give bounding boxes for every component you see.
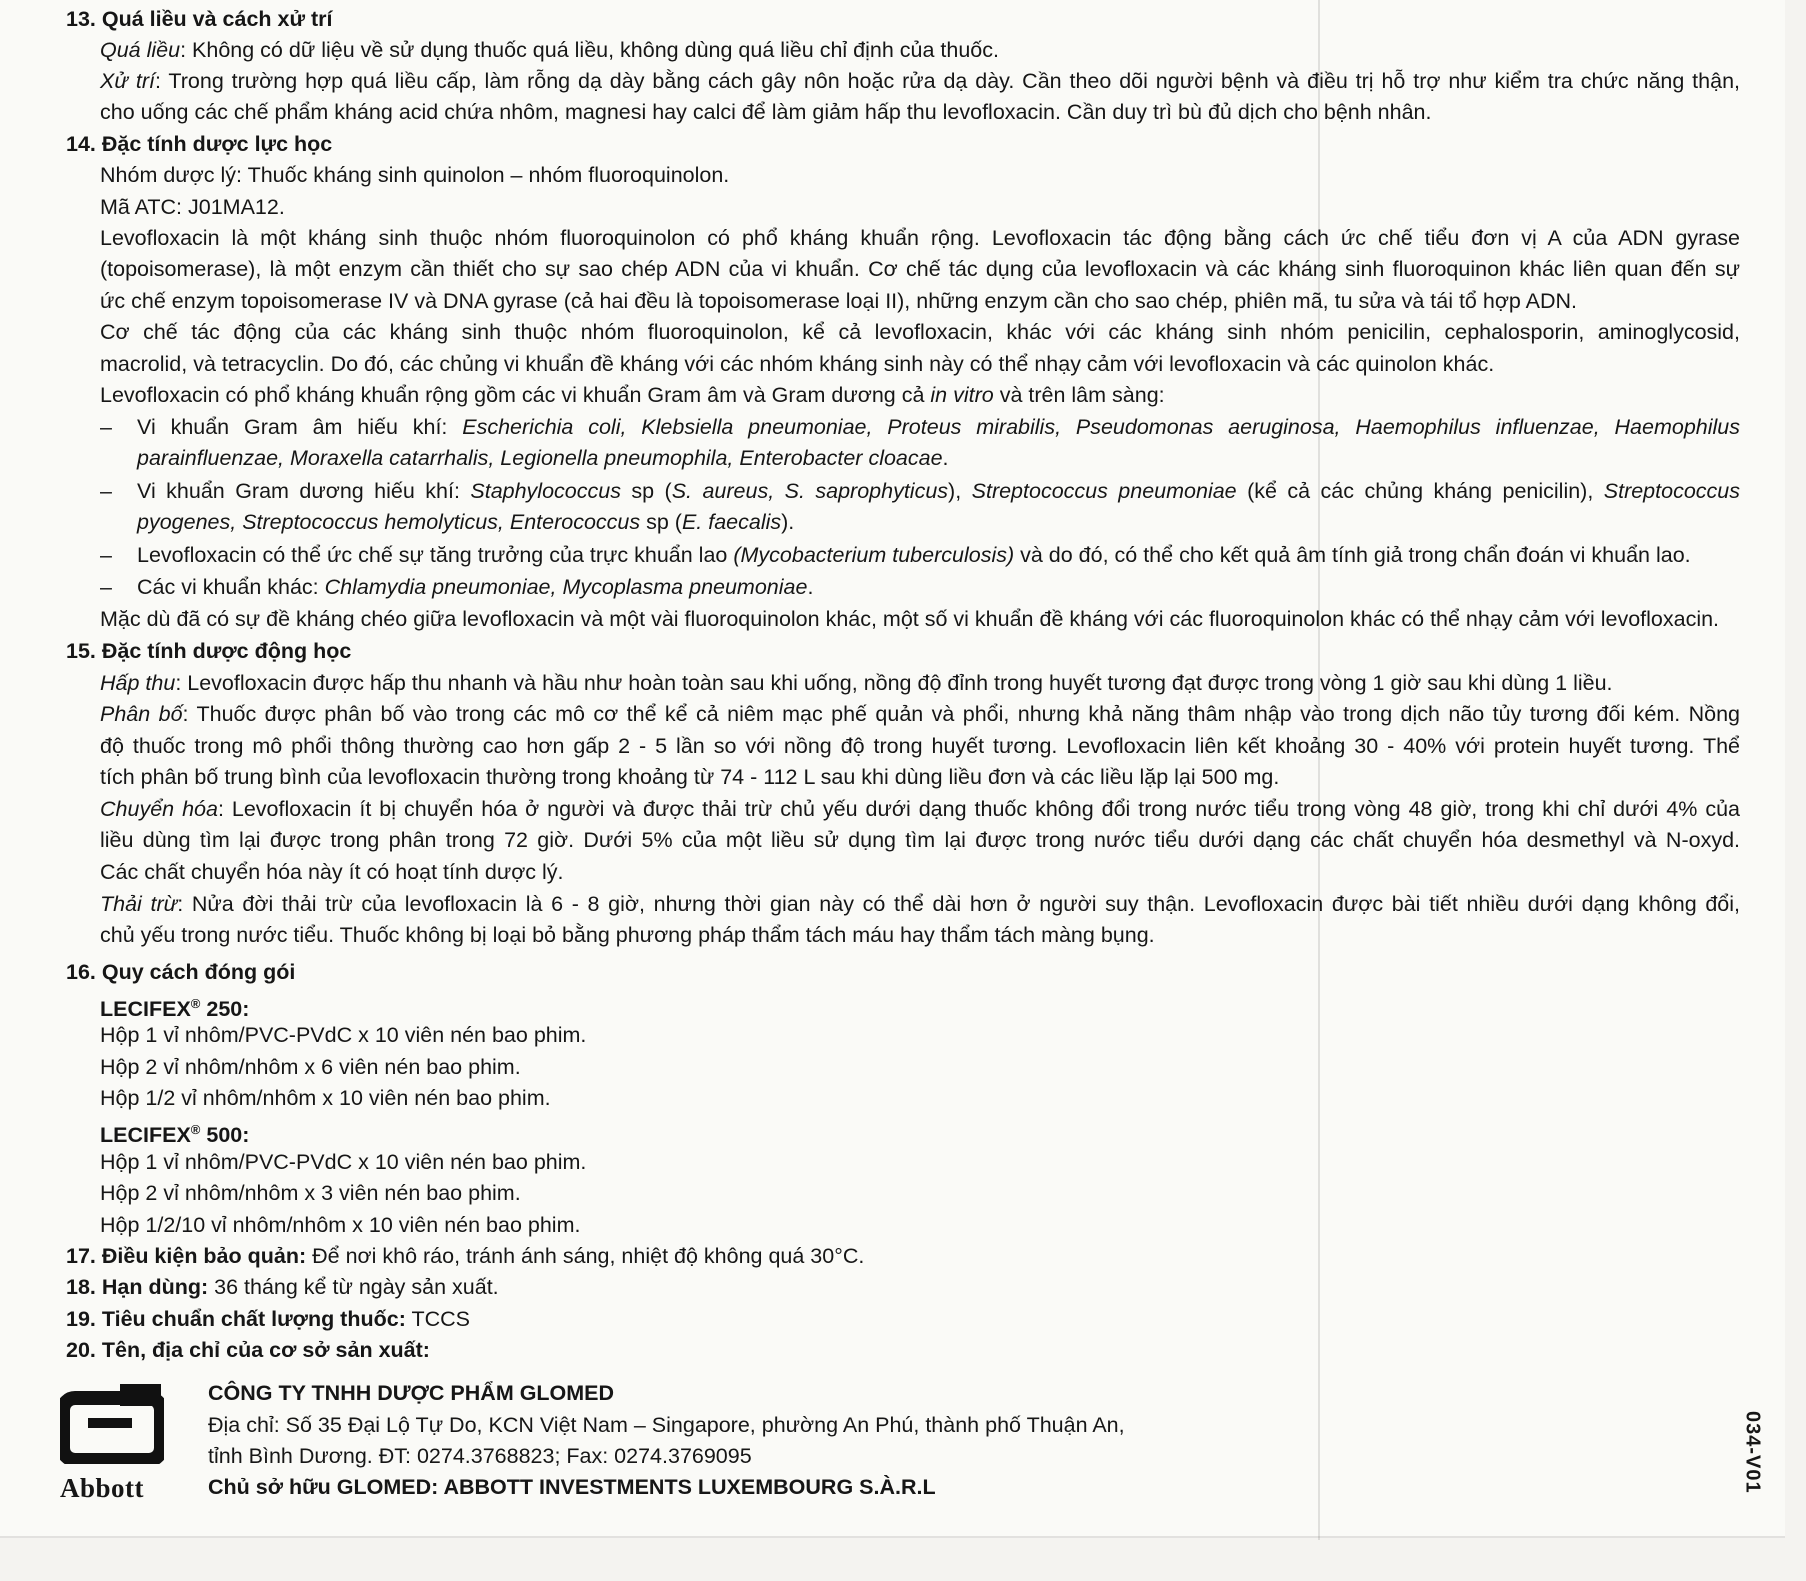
- in-vitro-text: in vitro: [930, 383, 994, 407]
- cross-resistance-note: Mặc dù đã có sự đề kháng chéo giữa levofloxacin và một vài fluoroquinolon khác, một số vi khuẩn đề kháng với các fluoroquinolon khác có thể nhạy cảm với levofloxacin.: [100, 607, 1720, 631]
- species-name: (Mycobacterium tuberculosis): [733, 543, 1015, 567]
- quality-standard-label: 19. Tiêu chuẩn chất lượng thuốc:: [66, 1307, 406, 1331]
- gram-negative-line-2: [137, 443, 949, 473]
- species-name: Streptococcus: [1603, 479, 1740, 503]
- pack-item: Hộp 1/2/10 vỉ nhôm/nhôm x 10 viên nén bao phim.: [100, 1213, 581, 1237]
- bullet-dash: –: [100, 543, 112, 567]
- registered-mark: ®: [190, 1122, 201, 1137]
- product-name: LECIFEX: [100, 997, 191, 1022]
- pd-paragraph-2-line-2: macrolid, và tetracyclin. Do đó, các chủng vi khuẩn đề kháng với các nhóm kháng sinh này có thể nhạy cảm với levofloxacin và các quinolon khác.: [100, 352, 1495, 376]
- text-fragment: sp (: [640, 510, 682, 534]
- section-16-heading: 16. Quy cách đóng gói: [66, 960, 296, 984]
- text-fragment: sp (: [620, 479, 672, 503]
- text-fragment: .: [807, 575, 814, 599]
- species-name: pyogenes, Streptococcus hemolyticus, Enterococcus: [137, 510, 641, 534]
- storage-text: Để nơi khô ráo, tránh ánh sáng, nhiệt độ không quá 30°C.: [306, 1244, 865, 1268]
- other-bacteria-line: [137, 572, 813, 602]
- pd-paragraph-1-line-1: Levofloxacin là một kháng sinh thuộc nhóm fluoroquinolon có phổ kháng khuẩn rộng. Levofloxacin tác động bằng cách ức chế tiểu đơn vị A của ADN gyrase: [100, 226, 1740, 250]
- absorption-line: [100, 668, 1613, 698]
- elimination-text-1: : Nửa đời thải trừ của levofloxacin là 6 - 8 giờ, nhưng thời gian này có thể dài hơn ở người suy thận. Levofloxacin được bài tiết nhiều dưới dạng không đổi,: [177, 892, 1740, 916]
- product-name: LECIFEX: [100, 1123, 191, 1148]
- species-name: Streptococcus pneumoniae: [971, 479, 1237, 503]
- gram-negative-end: .: [942, 446, 949, 470]
- treatment-line-2: cho uống các chế phẩm kháng acid chứa nhôm, magnesi hay calci để làm giảm hấp thu levofloxacin. Cần duy trì bù đủ dịch cho bệnh nhân.: [100, 100, 1432, 124]
- spectrum-intro-end: và trên lâm sàng:: [993, 383, 1165, 407]
- lecifex-500-title: [100, 1115, 249, 1150]
- quality-standard-text: TCCS: [405, 1307, 470, 1331]
- owner-line: Chủ sở hữu GLOMED: ABBOTT INVESTMENTS LUXEMBOURG S.À.R.L: [208, 1475, 936, 1499]
- absorption-label: Hấp thu: [100, 671, 176, 695]
- pd-paragraph-1-line-2: (topoisomerase), là một enzym cần thiết cho sự sao chép ADN của vi khuẩn. Cơ chế tác dụng của levofloxacin và các kháng sinh fluoroquinon khác liên quan đến sự: [100, 257, 1740, 281]
- spectrum-intro-text: Levofloxacin có phổ kháng khuẩn rộng gồm các vi khuẩn Gram âm và Gram dương cả: [100, 383, 931, 407]
- text-fragment: ).: [781, 510, 795, 534]
- registered-mark: ®: [190, 996, 201, 1011]
- distribution-line-2: độ thuốc trong mô phổi thông thường cao hơn gấp 2 - 5 lần so với nồng độ trong huyết tương. Levofloxacin liên kết khoảng 30 - 40% với protein huyết tương. Thể: [100, 734, 1740, 758]
- metabolism-text-1: : Levofloxacin ít bị chuyển hóa ở người và được thải trừ chủ yếu dưới dạng thuốc không đổi trong nước tiểu trong vòng 48 giờ, trong khi chỉ dưới 4% của: [217, 797, 1740, 821]
- metabolism-line-3: Các chất chuyển hóa này ít có hoạt tính dược lý.: [100, 860, 564, 884]
- abbott-logo: [60, 1384, 164, 1503]
- section-13-heading: 13. Quá liều và cách xử trí: [66, 7, 333, 31]
- elimination-label: Thải trừ: [100, 892, 178, 916]
- lecifex-250-title: [100, 989, 249, 1024]
- pd-paragraph-1-line-3: ức chế enzym topoisomerase IV và DNA gyrase (cả hai đều là topoisomerase loại II), những enzym cần cho sao chép, phiên mã, tu sửa và tái tổ hợp ADN.: [100, 289, 1578, 313]
- overdose-label: Quá liều: [100, 38, 181, 62]
- metabolism-line-1: [100, 794, 1740, 824]
- bullet-dash: –: [100, 575, 112, 599]
- shelf-life-label: 18. Hạn dùng:: [66, 1275, 209, 1299]
- overdose-text: : Không có dữ liệu về sử dụng thuốc quá liều, không dùng quá liều chỉ định của thuốc.: [180, 38, 999, 62]
- absorption-text: : Levofloxacin được hấp thu nhanh và hầu như hoàn toàn sau khi uống, nồng độ đỉnh trong huyết tương đạt được trong vòng 1 giờ sau khi dùng 1 liều.: [175, 671, 1613, 695]
- pack-item: Hộp 1 vỉ nhôm/PVC-PVdC x 10 viên nén bao phim.: [100, 1150, 587, 1174]
- treatment-text-1: : Trong trường hợp quá liều cấp, làm rỗng dạ dày bằng cách gây nôn hoặc rửa dạ dày. Cần theo dõi người bệnh và điều trị hỗ trợ như kiểm tra chức năng thận,: [154, 69, 1741, 93]
- gram-positive-label: Vi khuẩn Gram dương hiếu khí:: [137, 479, 471, 503]
- gram-negative-line-1: [137, 412, 1740, 442]
- bullet-dash: –: [100, 479, 112, 503]
- treatment-label: Xử trí: [100, 69, 155, 93]
- tuberculosis-line: [137, 540, 1691, 570]
- manufacturer-address-2: tỉnh Bình Dương. ĐT: 0274.3768823; Fax: 0274.3769095: [208, 1444, 752, 1468]
- elimination-line-1: [100, 889, 1740, 919]
- abbott-logo-icon: [60, 1384, 164, 1464]
- pack-item: Hộp 2 vỉ nhôm/nhôm x 6 viên nén bao phim.: [100, 1055, 521, 1079]
- pack-item: Hộp 1/2 vỉ nhôm/nhôm x 10 viên nén bao phim.: [100, 1086, 551, 1110]
- pd-paragraph-2-line-1: Cơ chế tác động của các kháng sinh thuộc nhóm fluoroquinolon, kể cả levofloxacin, khác với các kháng sinh nhóm penicilin, cephalosporin, aminoglycosid,: [100, 320, 1740, 344]
- elimination-line-2: chủ yếu trong nước tiểu. Thuốc không bị loại bỏ bằng phương pháp thẩm tách máu hay thẩm tách màng bụng.: [100, 923, 1155, 947]
- section-14-heading: 14. Đặc tính dược lực học: [66, 132, 333, 156]
- gram-negative-species-2: parainfluenzae, Moraxella catarrhalis, Legionella pneumophila, Enterobacter cloacae: [137, 446, 943, 470]
- gram-positive-line-1: [137, 476, 1740, 506]
- product-dose: 250:: [200, 997, 250, 1022]
- pharmacologic-group: Nhóm dược lý: Thuốc kháng sinh quinolon – nhóm fluoroquinolon.: [100, 163, 730, 187]
- tuberculosis-end: và do đó, có thể cho kết quả âm tính giả trong chẩn đoán vi khuẩn lao.: [1014, 543, 1691, 567]
- distribution-line-3: tích phân bố trung bình của levofloxacin thường trong khoảng từ 74 - 112 L sau khi dùng liều đơn và các liều lặp lại 500 mg.: [100, 765, 1280, 789]
- species-name: Staphylococcus: [470, 479, 621, 503]
- manufacturer-address-1: Địa chỉ: Số 35 Đại Lộ Tự Do, KCN Việt Nam – Singapore, phường An Phú, thành phố Thuận An,: [208, 1413, 1125, 1437]
- text-fragment: ),: [948, 479, 972, 503]
- other-bacteria-label: Các vi khuẩn khác:: [137, 575, 325, 599]
- distribution-line-1: [100, 699, 1740, 729]
- bullet-dash: –: [100, 415, 112, 439]
- pack-item: Hộp 2 vỉ nhôm/nhôm x 3 viên nén bao phim.: [100, 1181, 521, 1205]
- species-name: S. aureus, S. saprophyticus: [671, 479, 949, 503]
- gram-positive-line-2: [137, 507, 794, 537]
- abbott-wordmark: Abbott: [60, 1473, 145, 1503]
- spectrum-intro: [100, 380, 1165, 410]
- treatment-line-1: [100, 66, 1740, 96]
- gram-negative-species-1: Escherichia coli, Klebsiella pneumoniae, Proteus mirabilis, Pseudomonas aeruginosa, Haemophilus influenzae, Haemophilus: [462, 415, 1740, 439]
- distribution-label: Phân bố: [100, 702, 183, 726]
- text-fragment: (kể cả các chủng kháng penicilin),: [1236, 479, 1604, 503]
- distribution-text-1: : Thuốc được phân bố vào trong các mô cơ thể kể cả niêm mạc phế quản và phổi, nhưng khả năng thâm nhập vào trong dịch não tủy tương đối kém. Nồng: [182, 702, 1740, 726]
- atc-code: Mã ATC: J01MA12.: [100, 195, 285, 219]
- species-name: E. faecalis: [681, 510, 782, 534]
- species-name: Chlamydia pneumoniae, Mycoplasma pneumoniae: [324, 575, 808, 599]
- manufacturer-heading: 20. Tên, địa chỉ của cơ sở sản xuất:: [66, 1338, 430, 1362]
- quality-standard-line: [66, 1304, 470, 1334]
- storage-line: [66, 1241, 864, 1271]
- overdose-line: [100, 35, 999, 65]
- gram-negative-label: Vi khuẩn Gram âm hiếu khí:: [137, 415, 463, 439]
- page-bottom-edge: [0, 1536, 1785, 1538]
- storage-label: 17. Điều kiện bảo quản:: [66, 1244, 307, 1268]
- shelf-life-line: [66, 1272, 499, 1302]
- document-code: 034-V01: [1741, 1410, 1764, 1494]
- shelf-life-text: 36 tháng kể từ ngày sản xuất.: [208, 1275, 499, 1299]
- tuberculosis-text: Levofloxacin có thể ức chế sự tăng trưởng của trực khuẩn lao: [137, 543, 734, 567]
- metabolism-label: Chuyển hóa: [100, 797, 218, 821]
- pack-item: Hộp 1 vỉ nhôm/PVC-PVdC x 10 viên nén bao phim.: [100, 1023, 587, 1047]
- manufacturer-name: CÔNG TY TNHH DƯỢC PHẨM GLOMED: [208, 1381, 615, 1405]
- section-15-heading: 15. Đặc tính dược động học: [66, 639, 352, 663]
- product-dose: 500:: [200, 1123, 250, 1148]
- metabolism-line-2: liều dùng tìm lại được trong phân trong 72 giờ. Dưới 5% của một liều sử dụng tìm lại được trong nước tiểu dưới dạng các chất chuyển hóa desmethyl và N-oxyd.: [100, 828, 1740, 852]
